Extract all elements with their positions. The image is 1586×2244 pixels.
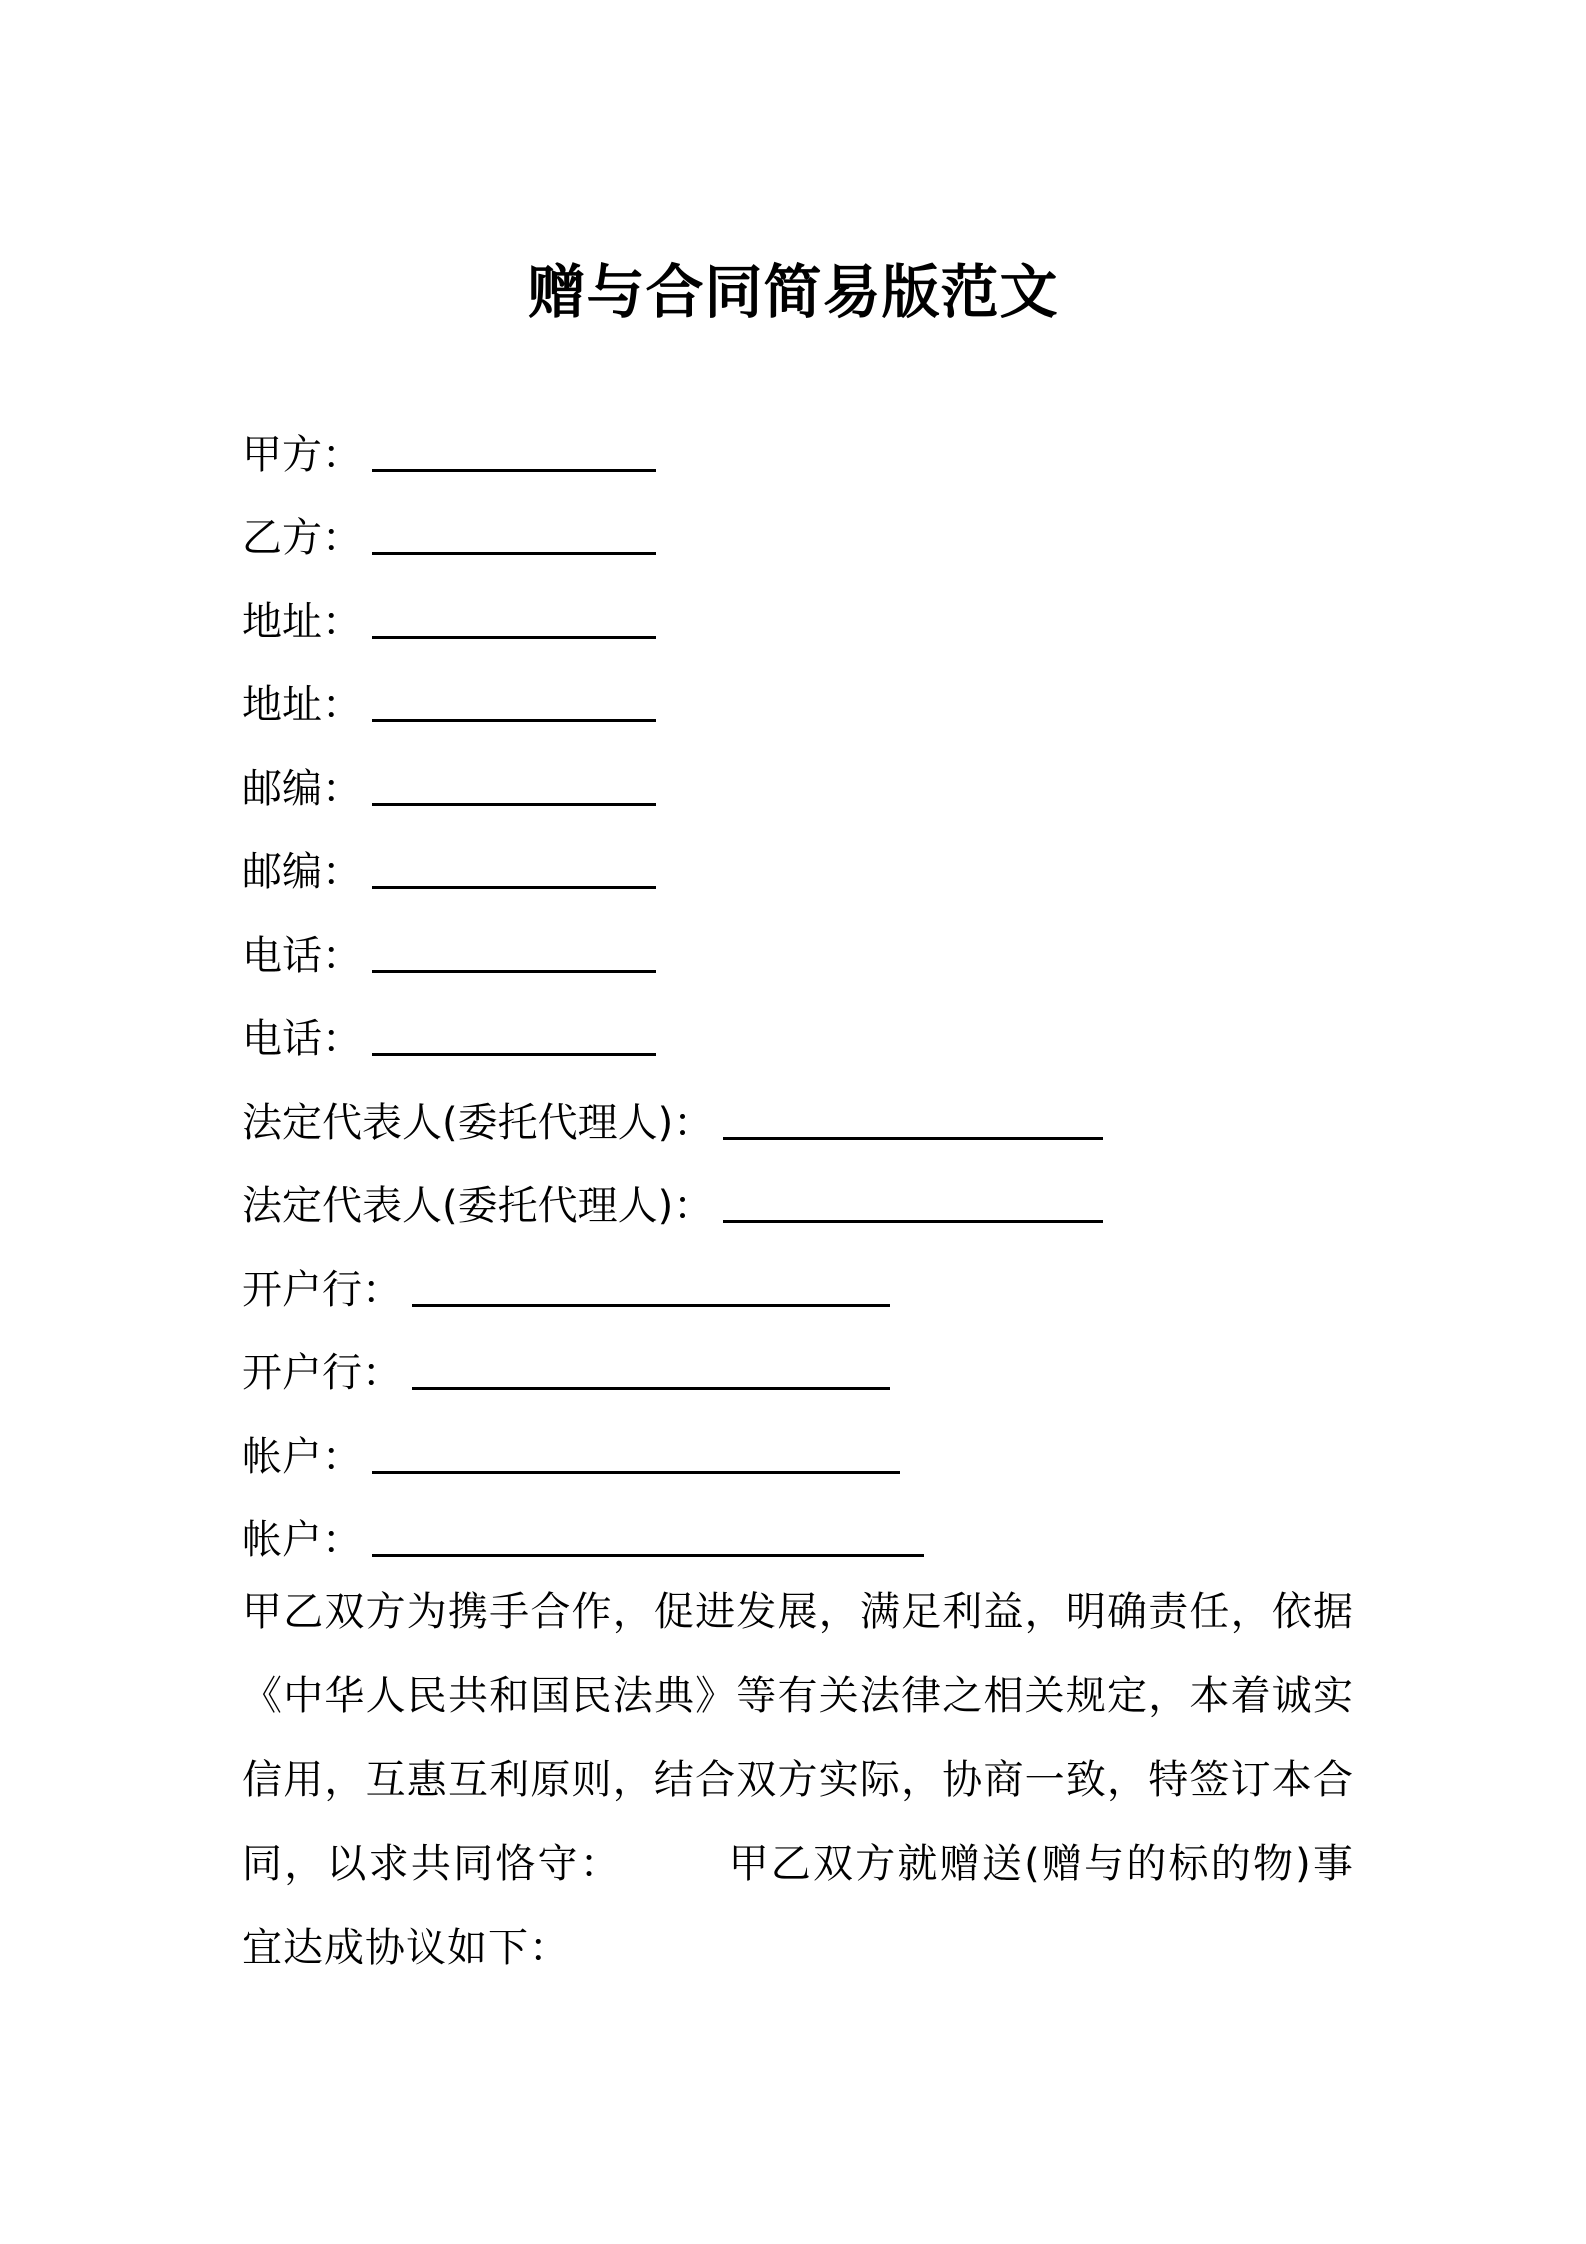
contract-preamble: 甲乙双方为携手合作，促进发展，满足利益，明确责任，依据《中华人民共和国民法典》等有关法律之相关规定，本着诚实信用，互惠互利原则，结合双方实际，协商一致，特签订本合同，以求共同恪守： 甲乙双方就赠送(赠与的标的物)事宜达成协议如下： xyxy=(242,1589,1354,1971)
fill-in-blank xyxy=(372,1009,656,1056)
field-phone-b xyxy=(242,991,1362,1075)
fill-in-blank xyxy=(372,508,656,555)
field-label: 甲方： xyxy=(242,431,362,478)
fill-in-blank xyxy=(372,842,656,889)
field-label: 法定代表人(委托代理人)： xyxy=(242,1183,714,1229)
field-label: 法定代表人(委托代理人)： xyxy=(242,1099,714,1146)
fill-in-blank xyxy=(372,759,656,806)
document-title: 赠与合同简易版范文 xyxy=(527,258,1059,326)
field-label: 邮编： xyxy=(242,849,362,895)
field-label: 开户行： xyxy=(242,1266,402,1313)
fill-in-blank xyxy=(412,1343,890,1390)
field-label: 开户行： xyxy=(242,1350,402,1396)
fill-in-blank xyxy=(412,1260,890,1307)
fill-in-blank xyxy=(372,675,656,722)
field-label: 地址： xyxy=(242,598,362,645)
field-postcode-b xyxy=(242,824,1362,908)
field-account-b xyxy=(242,1492,1362,1576)
field-phone-a xyxy=(242,907,1362,991)
field-legal-representative-a xyxy=(242,1074,1362,1158)
field-bank-a xyxy=(242,1241,1362,1325)
field-party-b xyxy=(242,490,1362,574)
field-label: 地址： xyxy=(242,682,362,728)
field-label: 电话： xyxy=(242,1016,362,1062)
fill-in-blank xyxy=(372,592,656,639)
fill-in-blank xyxy=(372,1510,924,1557)
party-info-fields xyxy=(242,406,1362,1575)
field-postcode-a xyxy=(242,740,1362,824)
fill-in-blank xyxy=(372,425,656,472)
field-bank-b xyxy=(242,1325,1362,1409)
field-address-b xyxy=(242,657,1362,741)
fill-in-blank xyxy=(372,926,656,973)
field-label: 乙方： xyxy=(242,515,362,561)
field-label: 帐户： xyxy=(242,1517,362,1563)
field-label: 电话： xyxy=(242,932,362,979)
fill-in-blank xyxy=(723,1093,1103,1140)
fill-in-blank xyxy=(723,1176,1103,1223)
field-account-a xyxy=(242,1408,1362,1492)
field-address-a xyxy=(242,573,1362,657)
field-legal-representative-b xyxy=(242,1158,1362,1242)
field-party-a xyxy=(242,406,1362,490)
field-label: 帐户： xyxy=(242,1433,362,1480)
fill-in-blank xyxy=(372,1427,900,1474)
field-label: 邮编： xyxy=(242,765,362,812)
